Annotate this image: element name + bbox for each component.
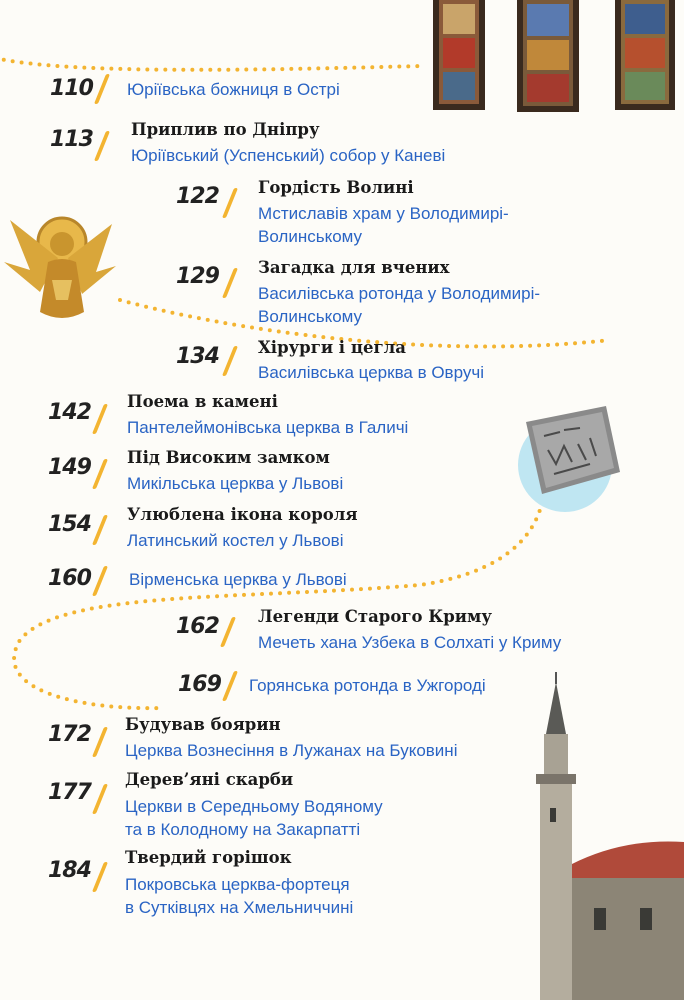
entry-subtitle[interactable]: Пантелеймонівська церква в Галичі — [127, 418, 409, 437]
entry-title[interactable]: Приплив по Дніпру — [131, 120, 320, 139]
golden-angel-image — [0, 200, 118, 330]
entry-title[interactable]: Поема в камені — [127, 392, 278, 411]
entry-title[interactable]: Будував боярин — [125, 715, 281, 734]
entry-title[interactable]: Легенди Старого Криму — [258, 607, 492, 626]
entry-title[interactable]: Твердий горішок — [125, 848, 292, 867]
page-number: 110 — [50, 76, 93, 101]
page-number: 172 — [48, 722, 91, 747]
entry-subtitle[interactable]: Латинський костел у Львові — [127, 531, 344, 550]
entry-subtitle[interactable]: Церкви в Середньому Водяному — [125, 797, 383, 816]
entry-subtitle[interactable]: Церква Вознесіння в Лужанах на Буковині — [125, 741, 458, 760]
entry-subtitle-line2[interactable]: та в Колодному на Закарпатті — [125, 820, 361, 839]
entry-subtitle[interactable]: Василівська ротонда у Володимирі- — [258, 284, 541, 303]
entry-title[interactable]: Гордість Волині — [258, 178, 414, 197]
entry-subtitle-line2[interactable]: Волинському — [258, 307, 363, 326]
entry-title[interactable]: Улюблена ікона короля — [127, 505, 358, 524]
page-number: 113 — [50, 127, 93, 152]
stained-glass-windows-image — [425, 0, 684, 118]
entry-subtitle[interactable]: Микільська церква у Львові — [127, 474, 344, 493]
page-number: 162 — [176, 614, 219, 639]
page-number: 154 — [48, 512, 91, 537]
page-number: 134 — [176, 344, 219, 369]
entry-subtitle[interactable]: Покровська церква-фортеця — [125, 875, 350, 894]
entry-subtitle[interactable]: Вірменська церква у Львові — [129, 570, 347, 589]
entry-subtitle-line2[interactable]: в Сутківцях на Хмельниччині — [125, 898, 354, 917]
entry-subtitle-line2[interactable]: Волинському — [258, 227, 363, 246]
page-number: 142 — [48, 400, 91, 425]
entry-subtitle[interactable]: Мстиславів храм у Володимирі- — [258, 204, 509, 223]
entry-title[interactable]: Хірурги і цегла — [258, 338, 406, 357]
stone-inscription-tablet-image — [520, 402, 624, 498]
page-number: 169 — [178, 672, 221, 697]
page-number: 184 — [48, 858, 91, 883]
entry-subtitle[interactable]: Юріївська божниця в Острі — [127, 80, 340, 99]
page-number: 177 — [48, 780, 91, 805]
page-number: 160 — [48, 566, 91, 591]
entry-subtitle[interactable]: Мечеть хана Узбека в Солхаті у Криму — [258, 633, 562, 652]
minaret-mosque-image — [520, 668, 684, 1000]
page-number: 129 — [176, 264, 219, 289]
entry-subtitle[interactable]: Василівська церква в Овручі — [258, 363, 484, 382]
entry-subtitle[interactable]: Горянська ротонда в Ужгороді — [249, 676, 486, 695]
entry-subtitle[interactable]: Юріївський (Успенський) собор у Каневі — [131, 146, 446, 165]
entry-title[interactable]: Загадка для вчених — [258, 258, 450, 277]
page-number: 149 — [48, 455, 91, 480]
page-number: 122 — [176, 184, 219, 209]
entry-title[interactable]: Дерев’яні скарби — [125, 770, 294, 789]
entry-title[interactable]: Під Високим замком — [127, 448, 330, 467]
